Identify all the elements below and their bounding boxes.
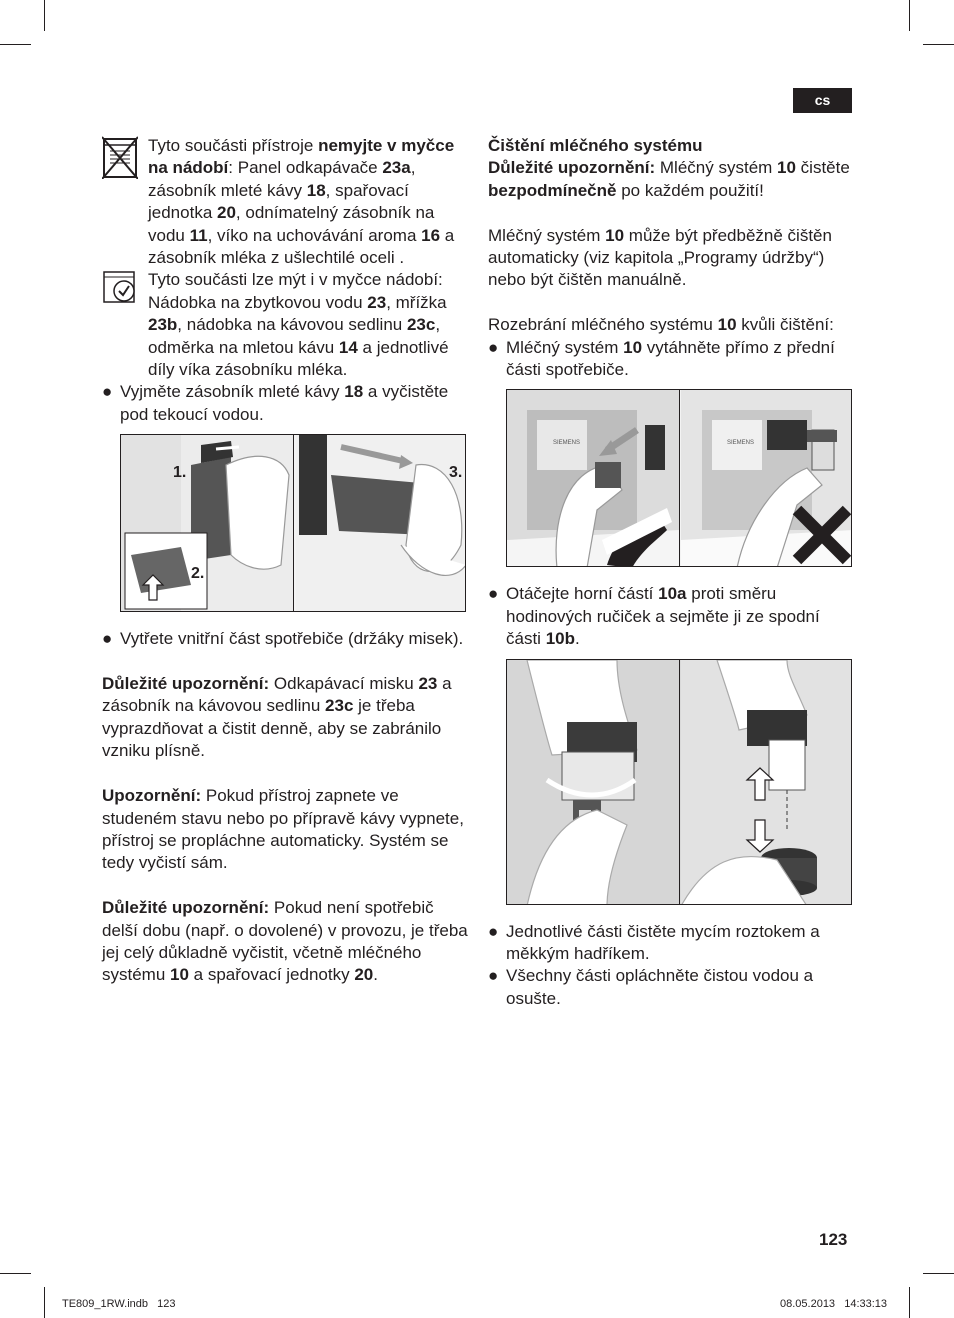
bullet-text: Vytřete vnitřní část spotřebiče (držáky misek). (120, 629, 464, 649)
bullet-dot: ● (488, 584, 499, 604)
figure-divider (679, 390, 680, 566)
brand-text: SIEMENS (553, 440, 581, 447)
crop-mark (909, 1287, 910, 1318)
figure-divider (293, 435, 294, 611)
crop-mark (44, 1287, 45, 1318)
page-number: 123 (819, 1230, 848, 1249)
footer-date: 08.05.2013 14:33:13 (780, 1298, 888, 1310)
crop-mark (923, 1273, 954, 1274)
step-label-3: 3. (449, 464, 463, 482)
step-label-1: 1. (173, 464, 187, 482)
bullet-dot: ● (102, 629, 113, 649)
bullet-dot: ● (488, 337, 499, 357)
crop-mark (909, 0, 910, 31)
bullet-dot: ● (102, 382, 113, 402)
bullet-text: Mléčný systém 10 vytáhněte přímo z přední části spotřebiče. (506, 337, 835, 380)
language-badge: cs (793, 88, 852, 113)
crop-mark (0, 44, 31, 45)
instruction-bullet (488, 337, 854, 382)
dishwasher-ok-text: Tyto součásti lze mýt i v myčce nádobí: Nádobka na zbytkovou vodu 23, mřížka 23b, nádobka na kávovou sedlinu 23c, odměrka na mletou kávu 14 a jednotlivé díly víka zásobníku mléka. (148, 270, 449, 380)
section-heading: Čištění mléčného systému (488, 136, 703, 155)
instruction-bullet (488, 583, 854, 650)
bullet-text: Vyjměte zásobník mleté kávy 18 a vyčistěte pod tekoucí vodou. (120, 382, 449, 424)
dishwasher-ok-block (102, 269, 468, 381)
crop-mark (923, 44, 954, 45)
bullet-text: Jednotlivé části čistěte mycím roztokem a měkkým hadříkem. (506, 921, 820, 964)
important-note: Důležité upozornění: Odkapávací misku 23 a zásobník na kávovou sedlinu 23c je třeba vyprazdňovat a čistit denně, aby se zabránilo vzniku plísně. (102, 674, 452, 761)
important-note: Důležité upozornění: Mléčný systém 10 čistěte bezpodmínečně po každém použití! (488, 158, 850, 200)
bullet-text: Všechny části opláchněte čistou vodou a osušte. (506, 966, 814, 1008)
no-dishwasher-text: Tyto součásti přístroje nemyjte v myčce na nádobí: Panel odkapávače 23a, zásobník mleté kávy 18, spařovací jednotka 20, odnímatelný zásobník na vodu 11, víko na uchovávání aroma 16 a zásobník mléka z ušlechtilé oceli . (148, 136, 455, 268)
instruction-bullet (102, 628, 468, 650)
left-column (102, 135, 468, 987)
important-note: Důležité upozornění: Pokud není spotřebič delší dobu (např. o dovolené) v provozu, je třeba jej celý důkladně vyčistit, včetně mléčného systému 10 a spařovací jednotky 20. (102, 898, 468, 985)
coffee-container-figure (120, 434, 466, 612)
instruction-bullet (488, 965, 854, 1010)
step-label-2: 2. (191, 565, 205, 583)
bullet-dot: ● (488, 921, 499, 941)
right-column (488, 135, 854, 1010)
instruction-bullet (488, 921, 854, 966)
brand-text: SIEMENS (727, 440, 755, 447)
note: Upozornění: Pokud přístroj zapnete ve studeném stavu nebo po přípravě kávy vypnete, přístroj se propláchne automaticky. Systém se tedy vyčistí sám. (102, 786, 464, 873)
crop-mark (44, 0, 45, 31)
instruction-bullet (102, 381, 468, 426)
paragraph: Rozebrání mléčného systému 10 kvůli čištění: (488, 315, 834, 335)
milk-system-removal-figure (506, 389, 852, 567)
paragraph: Mléčný systém 10 může být předběžně čištěn automaticky (viz kapitola „Programy údržby“) nebo být čištěn manuálně. (488, 225, 832, 290)
no-dishwasher-icon (102, 135, 148, 269)
crop-mark (0, 1273, 31, 1274)
footer-file: TE809_1RW.indb 123 (62, 1298, 176, 1310)
bullet-text: Otáčejte horní částí 10a proti směru hodinových ručiček a sejměte ji ze spodní části 10b. (506, 584, 820, 649)
dishwasher-ok-icon (102, 269, 148, 381)
milk-system-disassembly-figure (506, 659, 852, 905)
no-dishwasher-block (102, 135, 468, 269)
figure-divider (679, 660, 680, 904)
bullet-dot: ● (488, 966, 499, 986)
